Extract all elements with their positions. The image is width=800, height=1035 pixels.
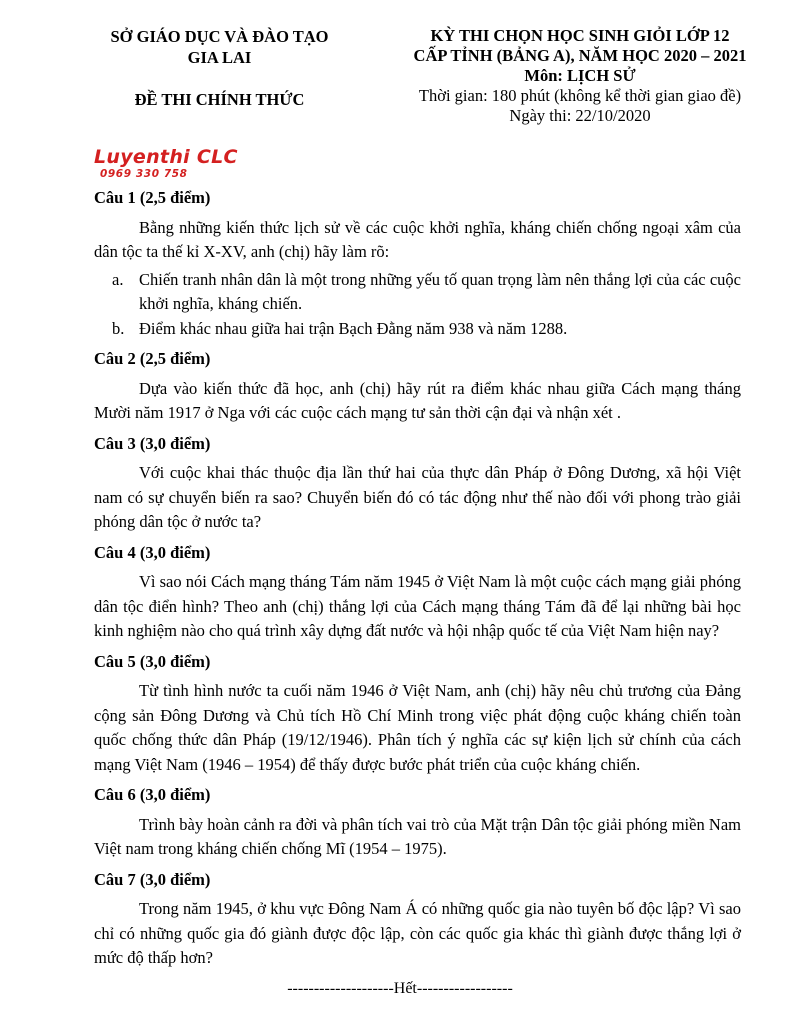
- question-5: [94, 650, 741, 778]
- sub-items: [94, 268, 741, 342]
- exam-header: [0, 26, 800, 126]
- question-4: [94, 541, 741, 644]
- sub-item: [94, 317, 741, 342]
- question-text: Với cuộc khai thác thuộc địa lần thứ hai của thực dân Pháp ở Đông Dương, xã hội Việt nam có sự chuyển biến ra sao? Chuyển biến đó có tác động như thế nào đối với phong trào giải phóng dân tộc ở nước ta?: [94, 463, 741, 531]
- sub-item: [94, 268, 741, 317]
- end-marker: --------------------Hết------------------: [287, 980, 513, 997]
- sub-item-text: Điểm khác nhau giữa hai trận Bạch Đằng năm 938 và năm 1288.: [139, 318, 568, 338]
- question-text: Trong năm 1945, ở khu vực Đông Nam Á có những quốc gia nào tuyên bố độc lập? Vì sao chỉ có những quốc gia đó giành được độc lập, còn các quốc gia khác thì giành được thắng lợi ở mức độ thấp hơn?: [94, 899, 741, 967]
- logo-name: Luyenthi CLC: [94, 146, 238, 168]
- question-text: Dựa vào kiến thức đã học, anh (chị) hãy rút ra điểm khác nhau giữa Cách mạng tháng Mười năm 1917 ở Nga với các cuộc cách mạng tư sản thời cận đại và nhận xét .: [94, 378, 741, 422]
- official-exam-label: ĐỀ THI CHÍNH THỨC: [134, 90, 305, 109]
- question-title: Câu 7 (3,0 điểm): [94, 869, 211, 889]
- question-title: Câu 4 (3,0 điểm): [94, 542, 211, 562]
- exam-subject: Môn: LỊCH SỬ: [524, 66, 636, 85]
- watermark-logo: [94, 146, 238, 180]
- question-title: Câu 1 (2,5 điểm): [94, 188, 211, 207]
- logo-phone: 0969 330 758: [100, 168, 188, 180]
- question-3: [94, 432, 741, 535]
- question-7: [94, 868, 741, 971]
- sub-item-label: b.: [112, 318, 125, 338]
- exam-body: [94, 186, 741, 977]
- question-title: Câu 6 (3,0 điểm): [94, 785, 211, 804]
- sub-item-label: a.: [112, 269, 124, 289]
- exam-title: KỲ THI CHỌN HỌC SINH GIỎI LỚP 12: [430, 26, 730, 45]
- exam-duration: Thời gian: 180 phút (không kể thời gian giao đề): [418, 86, 742, 105]
- question-text: Trình bày hoàn cảnh ra đời và phân tích vai trò của Mặt trận Dân tộc giải phóng miền Nam Việt nam trong kháng chiến chống Mĩ (1954 – 1975).: [94, 814, 741, 858]
- question-1: [94, 186, 741, 341]
- question-title: Câu 5 (3,0 điểm): [94, 651, 211, 671]
- sub-item-text: Chiến tranh nhân dân là một trong những yếu tố quan trọng làm nên thắng lợi của các cuộc khởi nghĩa, kháng chiến.: [139, 269, 741, 313]
- header-right: [380, 26, 780, 126]
- department-name: SỞ GIÁO DỤC VÀ ĐÀO TẠO: [110, 27, 329, 46]
- question-text: Vì sao nói Cách mạng tháng Tám năm 1945 ở Việt Nam là một cuộc cách mạng giải phóng dân tộc điển hình? Theo anh (chị) thắng lợi của Cách mạng tháng Tám đã để lại những bài học kinh nghiệm nào cho quá trình xây dựng đất nước và hội nhập quốc tế của Việt Nam hiện nay?: [94, 572, 741, 640]
- question-title: Câu 3 (3,0 điểm): [94, 433, 211, 453]
- exam-level: CẤP TỈNH (BẢNG A), NĂM HỌC 2020 – 2021: [413, 46, 747, 65]
- province-name: GIA LAI: [187, 48, 252, 67]
- question-text: Bằng những kiến thức lịch sử về các cuộc khởi nghĩa, kháng chiến chống ngoại xâm của dân tộc ta thế kỉ X-XV, anh (chị) hãy làm rõ:: [94, 217, 741, 261]
- header-left: [82, 26, 357, 110]
- question-6: [94, 783, 741, 862]
- question-title: Câu 2 (2,5 điểm): [94, 349, 211, 368]
- question-2: [94, 347, 741, 426]
- exam-date: Ngày thi: 22/10/2020: [509, 106, 651, 125]
- question-text: Từ tình hình nước ta cuối năm 1946 ở Việt Nam, anh (chị) hãy nêu chủ trương của Đảng cộng sản Đông Dương và Chủ tích Hồ Chí Minh trong việc phát động cuộc kháng chiến toàn quốc chống thức dân Pháp (19/12/1946). Phân tích ý nghĩa các sự kiện lịch sử chính của cách mạng Việt Nam (1946 – 1954) để thấy được bước phát triển của cuộc kháng chiến.: [94, 681, 741, 774]
